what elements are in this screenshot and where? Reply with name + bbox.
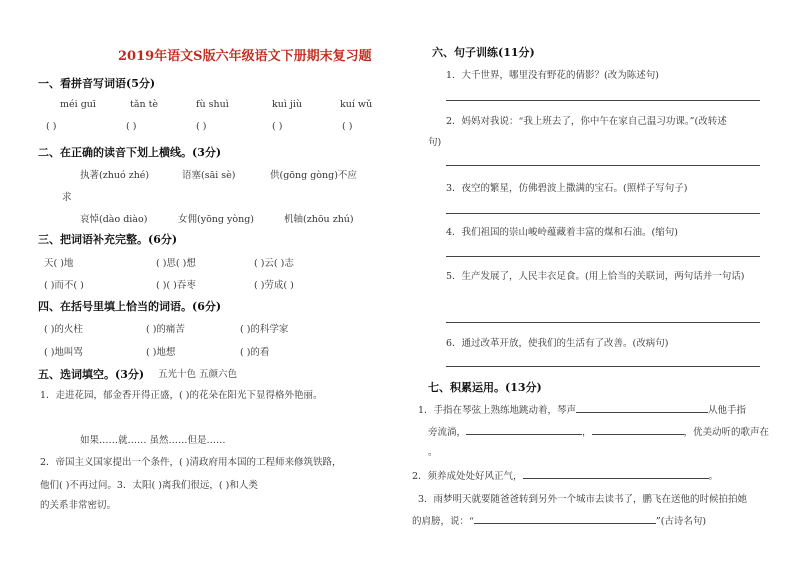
blank-2[interactable] [466, 424, 582, 435]
word-options-1: 五光十色 五颜六色 [158, 369, 238, 380]
reading-item-3: 供(gōng gòng)不应 [270, 170, 357, 181]
accum-q3a: 3．雨梦明天就要随爸爸转到另外一个城市去读书了，鹏飞在送他的时候拍拍她 [418, 494, 748, 505]
idiom-4[interactable]: ( )而不( ) [44, 280, 84, 291]
pinyin-2: tǎn tè [130, 99, 159, 110]
reading-item-3-cont: 求 [62, 192, 72, 203]
accum-q1-text-3: 旁流淌， [428, 427, 467, 438]
sentence-q3: 3．夜空的繁星，仿佛碧波上撒满的宝石。(照样子写句子) [446, 183, 688, 194]
blank-4[interactable] [523, 468, 709, 479]
answer-line-6[interactable] [446, 366, 760, 367]
reading-item-5: 女佣(yōng yòng) [178, 214, 255, 225]
accum-q2-text: 2．须养成处处好风正气， [412, 471, 523, 482]
fill-question-1[interactable]: 1．走进花园，郁金香开得正盛，( )的花朵在阳光下显得格外艳丽。 [40, 390, 323, 401]
blank-1[interactable] [576, 402, 708, 413]
section-6-heading: 六、句子训练(11分) [432, 46, 535, 59]
fill-question-2a[interactable]: 2．帝国主义国家提出一个条件，( )清政府用本国的工程师来修筑铁路， [40, 457, 342, 468]
pinyin-1: méi guī [60, 99, 96, 110]
pinyin-5: kuí wǔ [340, 99, 373, 110]
section-3-heading: 三、把词语补充完整。(6分) [38, 233, 178, 246]
accum-q1-line2 [428, 424, 769, 438]
section-7-heading: 七、积累运用。(13分) [428, 381, 542, 394]
page-title: 2019年语文S版六年级语文下册期末复习题 [118, 49, 372, 64]
answer-line-1[interactable] [446, 100, 760, 101]
sentence-q5: 5．生产发展了，人民丰衣足食。(用上恰当的关联词，两句话并一句话) [446, 271, 745, 282]
fill-question-2b[interactable]: 他们( )不再过问。3．太阳( )离我们很远，( )和人类 [40, 480, 258, 491]
sentence-q2b: 句) [428, 137, 442, 148]
sentence-q1: 1．大千世界，哪里没有野花的倩影？(改为陈述句) [446, 70, 659, 81]
accum-q1a [418, 402, 746, 416]
accum-q3-line2 [412, 513, 706, 527]
pinyin-3: fù shuì [196, 99, 229, 110]
sentence-q6: 6．通过改革开放，使我们的生活有了改善。(改病句) [446, 338, 669, 349]
accum-q1-text-2: 从他手指 [708, 405, 747, 416]
phrase-3[interactable]: ( )的科学家 [240, 324, 289, 335]
blank-3[interactable] [592, 424, 684, 435]
accum-q1-text: 1．手指在琴弦上熟练地跳动着，琴声 [418, 405, 577, 416]
accum-q2 [412, 468, 718, 482]
idiom-3[interactable]: ( )云( )志 [254, 258, 294, 269]
phrase-6[interactable]: ( )的看 [240, 347, 270, 358]
reading-item-2: 语塞(sāi sè) [182, 170, 236, 181]
idiom-6[interactable]: ( )劳成( ) [254, 280, 294, 291]
accum-q1-text-4: ， [582, 427, 592, 438]
answer-line-5[interactable] [446, 322, 760, 323]
answer-box-5[interactable]: ( ) [342, 121, 353, 132]
phrase-1[interactable]: ( )的火柱 [44, 324, 83, 335]
reading-item-1: 执著(zhuó zhé) [80, 170, 150, 181]
phrase-2[interactable]: ( )的痛苦 [146, 324, 185, 335]
section-4-heading: 四、在括号里填上恰当的词语。(6分) [38, 300, 222, 313]
idiom-1[interactable]: 天( )地 [44, 258, 74, 269]
accum-q1-end: 。 [428, 447, 438, 458]
reading-item-6: 机轴(zhōu zhú) [284, 214, 354, 225]
sentence-q2a: 2．妈妈对我说：“我上班去了，你中午在家自己温习功课。”(改转述 [446, 116, 727, 127]
section-1-heading: 一、看拼音写词语(5分) [38, 77, 156, 90]
blank-5[interactable] [474, 513, 656, 524]
answer-line-3[interactable] [446, 213, 760, 214]
idiom-5[interactable]: ( )( )吞枣 [156, 280, 196, 291]
accum-q1-text-5: ，优美动听的歌声在 [683, 427, 770, 438]
answer-line-2[interactable] [446, 165, 760, 166]
phrase-5[interactable]: ( )地想 [146, 347, 176, 358]
word-options-2: 如果……就…… 虽然……但是…… [80, 435, 226, 446]
phrase-4[interactable]: ( )地叫骂 [44, 347, 83, 358]
section-2-heading: 二、在正确的读音下划上横线。(3分) [38, 146, 222, 159]
answer-box-1[interactable]: ( ) [46, 121, 57, 132]
accum-q3-end: ”(古诗名句) [655, 516, 707, 527]
pinyin-4: kuì jiù [272, 99, 303, 110]
answer-box-3[interactable]: ( ) [196, 121, 207, 132]
reading-item-4: 哀悼(dào diào) [80, 214, 148, 225]
accum-q3-text: 的肩膀，说：“ [412, 516, 474, 527]
answer-box-2[interactable]: ( ) [126, 121, 137, 132]
answer-line-4[interactable] [446, 256, 760, 257]
section-5-heading: 五、选词填空。(3分) [38, 368, 145, 381]
idiom-2[interactable]: ( )思( )想 [156, 258, 196, 269]
fill-question-2c: 的关系非常密切。 [40, 500, 117, 511]
answer-box-4[interactable]: ( ) [272, 121, 283, 132]
accum-q2-end: 。 [708, 471, 719, 482]
sentence-q4: 4．我们祖国的崇山峻岭蕴藏着丰富的煤和石油。(缩句) [446, 227, 678, 238]
